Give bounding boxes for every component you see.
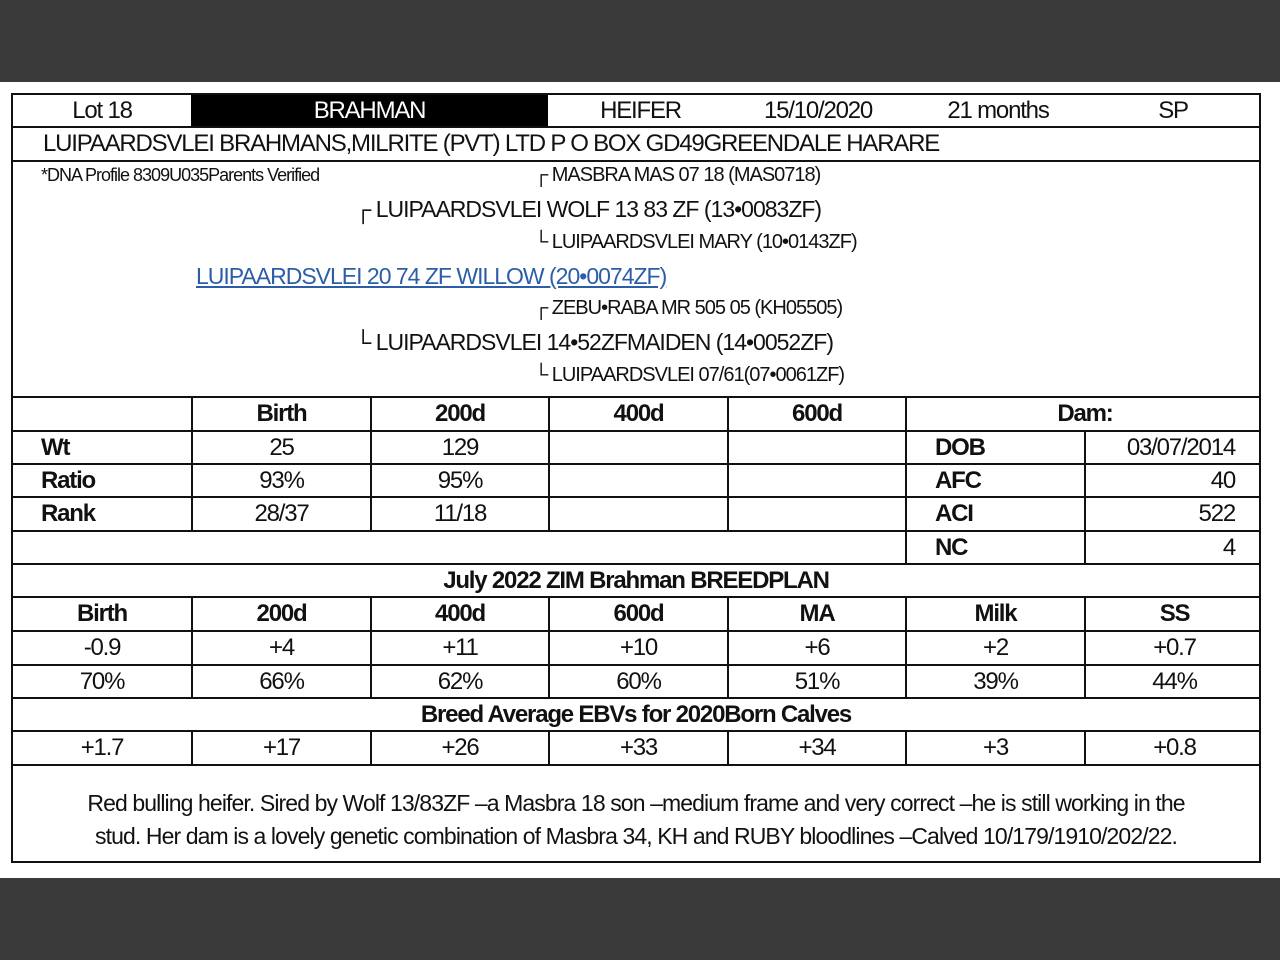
ebv-accuracy-row [13, 666, 1259, 699]
bracket-top-icon: ┌ [534, 297, 548, 319]
breed-average-value: +3 [905, 732, 1084, 764]
breed-label: BRAHMAN [191, 95, 548, 126]
status-code: SP [1158, 96, 1188, 124]
dam-label: AFC [905, 465, 1084, 496]
ebv-value: +2 [905, 632, 1084, 664]
ebv-accuracy: 39% [905, 666, 1084, 697]
header-row [13, 95, 1259, 128]
rank-400d [548, 498, 727, 530]
animal-name-link[interactable]: LUIPAARDSVLEI 20 74 ZF WILLOW (20•0074ZF) [196, 263, 667, 289]
dam-sire-name: ZEBU•RABA MR 505 05 (KH05505) [551, 297, 843, 319]
ebv-header-400d: 400d [370, 598, 548, 630]
breed-average-value: +1.7 [80, 734, 124, 761]
dam-name: LUIPAARDSVLEI 14•52ZFMAIDEN (14•0052ZF) [375, 329, 833, 355]
bracket-bottom-icon: └ [534, 231, 548, 253]
ebv-value: +11 [370, 632, 548, 664]
ebv-accuracy: 60% [548, 666, 727, 697]
ebv-value: +10 [548, 632, 727, 664]
breed-average-value: +26 [370, 732, 548, 764]
dam-row-nc [13, 532, 1259, 565]
bracket-bottom-icon: └ [355, 329, 371, 355]
ebv-accuracy: 51% [727, 666, 905, 697]
dam-value: 4 [1084, 532, 1263, 563]
bracket-top-icon: ┌ [355, 196, 371, 222]
owner-row [13, 128, 1259, 162]
dam-label: ACI [905, 498, 1084, 530]
ebv-header-birth: Birth [77, 600, 127, 627]
dam-entry [355, 329, 833, 356]
dam-dam-entry [534, 364, 844, 387]
ratio-400d [548, 465, 727, 496]
ebv-values-row [13, 632, 1259, 666]
weights-header-row [13, 398, 1259, 432]
ratio-birth: 93% [191, 465, 370, 496]
breed-average-value: +33 [548, 732, 727, 764]
ebv-header-ss: SS [1084, 598, 1263, 630]
breed-average-value: +17 [191, 732, 370, 764]
breedplan-title: July 2022 ZIM Brahman BREEDPLAN [443, 566, 829, 594]
weights-row-ratio [13, 465, 1259, 498]
weights-header-400d: 400d [548, 398, 727, 430]
weights-header-200d: 200d [370, 398, 548, 430]
birth-date: 15/10/2020 [763, 96, 873, 124]
breed-average-title: Breed Average EBVs for 2020Born Calves [420, 700, 852, 728]
wt-600d [727, 432, 905, 463]
breed-average-value: +0.8 [1084, 732, 1263, 764]
sire-sire-name: MASBRA MAS 07 18 (MAS0718) [551, 164, 821, 186]
ebv-value: +6 [727, 632, 905, 664]
age-label: 21 months [947, 96, 1049, 124]
breedplan-header-row [13, 598, 1259, 632]
rank-200d: 11/18 [370, 498, 548, 530]
sire-dam-name: LUIPAARDSVLEI MARY (10•0143ZF) [551, 231, 857, 253]
dam-value: 522 [1084, 498, 1263, 530]
weights-row-rank [13, 498, 1259, 532]
weights-header-birth: Birth [191, 398, 370, 430]
wt-400d [548, 432, 727, 463]
dam-dam-name: LUIPAARDSVLEI 07/61(07•0061ZF) [551, 364, 845, 386]
ebv-header-ma: MA [727, 598, 905, 630]
breed-average-value: +34 [727, 732, 905, 764]
dam-label: DOB [905, 432, 1084, 463]
lot-card [11, 93, 1261, 863]
rank-birth: 28/37 [191, 498, 370, 530]
bracket-bottom-icon: └ [534, 364, 548, 386]
ebv-value: -0.9 [83, 634, 121, 661]
pedigree-block [13, 162, 1259, 398]
ratio-200d: 95% [370, 465, 548, 496]
ebv-value: +4 [191, 632, 370, 664]
row-label: Ratio [41, 466, 96, 494]
owner-address: LUIPAARDSVLEI BRAHMANS,MILRITE (PVT) LTD P O BOX GD49GREENDALE HARARE [43, 130, 940, 157]
lot-number: Lot 18 [72, 96, 132, 124]
ebv-accuracy: 44% [1084, 666, 1263, 697]
ratio-600d [727, 465, 905, 496]
weights-header-600d: 600d [727, 398, 905, 430]
row-label: Wt [41, 433, 70, 461]
comments-line-1: Red bulling heifer. Sired by Wolf 13/83ZF –a Masbra 18 son –medium frame and very correct –he is still working in the [87, 790, 1185, 816]
ebv-header-200d: 200d [191, 598, 370, 630]
ebv-accuracy: 66% [191, 666, 370, 697]
dam-title: Dam: [905, 398, 1263, 430]
sire-sire-entry [534, 164, 820, 187]
breed-average-row [13, 732, 1259, 766]
lot-page [0, 82, 1280, 878]
breedplan-title-row [13, 565, 1259, 598]
ebv-accuracy: 62% [370, 666, 548, 697]
ebv-header-milk: Milk [905, 598, 1084, 630]
dna-profile: *DNA Profile 8309U035Parents Verified [41, 165, 320, 185]
ebv-accuracy: 70% [79, 667, 125, 695]
sire-entry [355, 196, 821, 223]
sex-label: HEIFER [600, 96, 681, 124]
bracket-top-icon: ┌ [534, 164, 548, 186]
dam-value: 03/07/2014 [1084, 432, 1263, 463]
wt-birth: 25 [191, 432, 370, 463]
ebv-value: +0.7 [1084, 632, 1263, 664]
wt-200d: 129 [370, 432, 548, 463]
dam-sire-entry [534, 297, 842, 320]
sire-name: LUIPAARDSVLEI WOLF 13 83 ZF (13•0083ZF) [375, 196, 822, 222]
sire-dam-entry [534, 231, 857, 254]
dam-label: NC [905, 532, 1084, 563]
ebv-header-600d: 600d [548, 598, 727, 630]
comments-line-2: stud. Her dam is a lovely genetic combination of Masbra 34, KH and RUBY bloodlines –Calved 10/179/1910/202/22. [95, 823, 1177, 849]
comments [13, 785, 1259, 863]
rank-600d [727, 498, 905, 530]
breed-average-title-row [13, 699, 1259, 732]
dam-value: 40 [1084, 465, 1263, 496]
row-label: Rank [41, 500, 95, 527]
weights-row-wt [13, 432, 1259, 465]
